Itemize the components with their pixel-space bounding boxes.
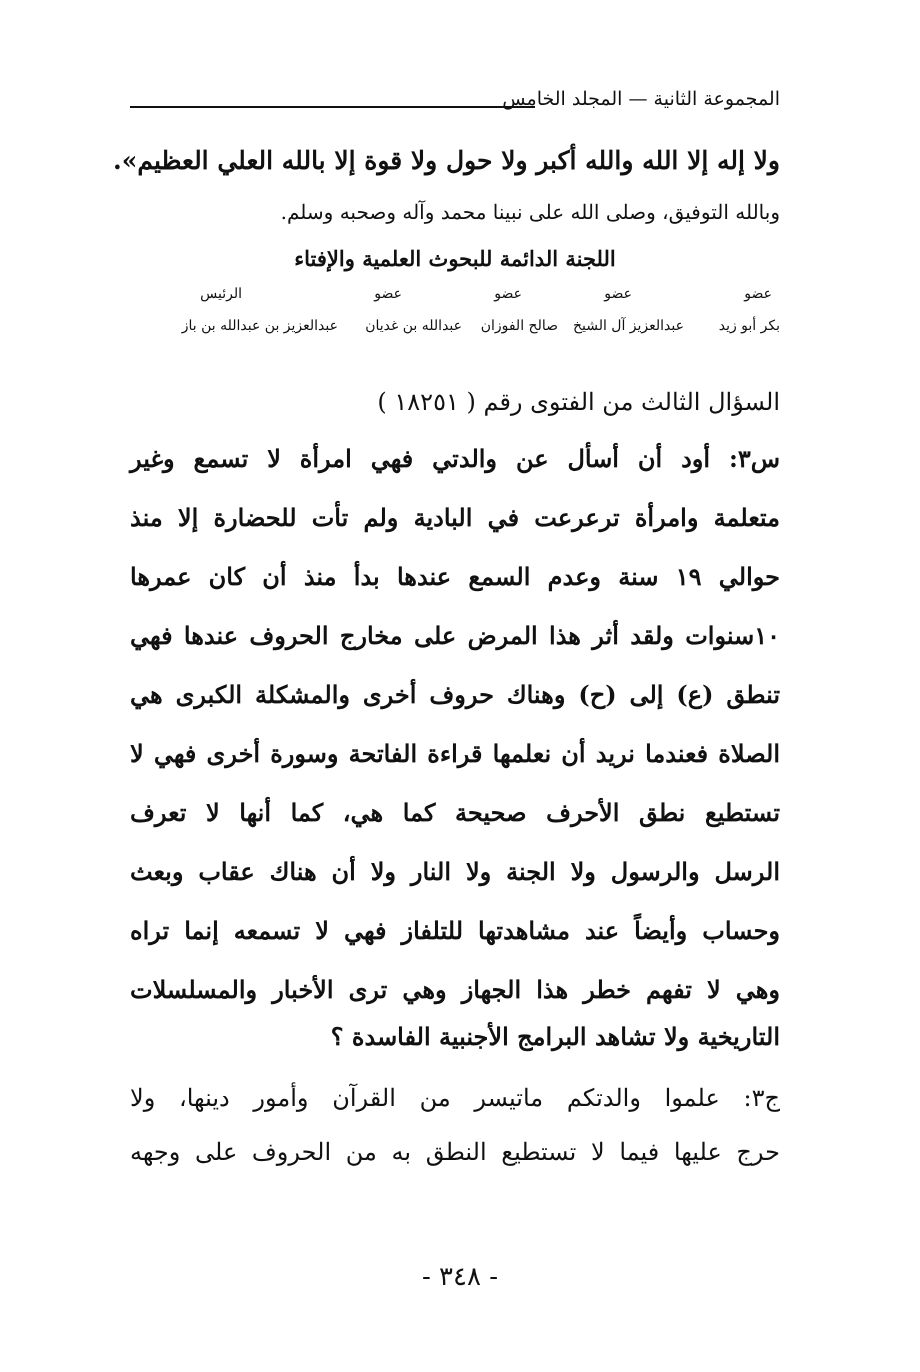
- question-line: التاريخية ولا تشاهد البرامج الأجنبية الفاسدة ؟: [330, 1022, 780, 1051]
- signatory-name: بكر أبو زيد: [718, 318, 780, 334]
- answer-line: ج٣: علموا والدتكم ماتيسر من القرآن وأمور دينها، ولا: [130, 1084, 780, 1112]
- signatory-names: [130, 318, 780, 342]
- committee-name: اللجنة الدائمة للبحوث العلمية والإفتاء: [294, 246, 616, 271]
- question-line: وحساب وأيضاً عند مشاهدتها للتلفاز فهي لا تسمعه إنما تراه: [130, 916, 780, 945]
- blessing-line: وبالله التوفيق، وصلى الله على نبينا محمد وآله وصحبه وسلم.: [280, 200, 780, 224]
- signatory-name: عبدالعزيز آل الشيخ: [572, 318, 684, 334]
- signatory-role: عضو: [604, 286, 632, 302]
- question-line: متعلمة وامرأة ترعرعت في البادية ولم تأت للحضارة إلا منذ: [130, 503, 780, 532]
- signatory-name: عبدالله بن غديان: [365, 318, 462, 334]
- signatory-name: صالح الفوزان: [480, 318, 558, 334]
- header-rule: [130, 106, 535, 108]
- signatory-role: عضو: [374, 286, 402, 302]
- question-line: وهي لا تفهم خطر هذا الجهاز وهي ترى الأخبار والمسلسلات: [130, 975, 780, 1004]
- question-line: س٣: أود أن أسأل عن والدتي فهي امرأة لا تسمع وغير: [130, 444, 781, 473]
- question-line: حوالي ١٩ سنة وعدم السمع عندها بدأ منذ أن كان عمرها: [130, 562, 781, 591]
- signatory-roles: [130, 286, 780, 310]
- page-number: - ٣٤٨ -: [421, 1262, 499, 1292]
- signatory-role: عضو: [744, 286, 772, 302]
- question-line: تستطيع نطق الأحرف صحيحة كما هي، كما أنها لا تعرف: [130, 798, 780, 827]
- question-line: الصلاة فعندما نريد أن نعلمها قراءة الفاتحة وسورة أخرى فهي لا: [130, 739, 780, 768]
- signatory-name: عبدالعزيز بن عبدالله بن باز: [181, 318, 338, 334]
- question-line: الرسل والرسول ولا الجنة ولا النار ولا أن هناك عقاب وبعث: [130, 857, 780, 886]
- running-header: [130, 88, 780, 122]
- fatwa-heading: السؤال الثالث من الفتوى رقم ( ١٨٢٥١ ): [377, 388, 780, 416]
- answer-line: حرج عليها فيما لا تستطيع النطق به من الحروف على وجهه: [130, 1138, 780, 1166]
- question-line: ١٠سنوات ولقد أثر هذا المرض على مخارج الحروف عندها فهي: [130, 621, 780, 650]
- signatory-role: عضو: [494, 286, 522, 302]
- question-line: تنطق (ع) إلى (ح) وهناك حروف أخرى والمشكلة الكبرى هي: [130, 680, 780, 709]
- header-title: المجموعة الثانية — المجلد الخامس: [502, 88, 780, 110]
- closing-line: ولا إله إلا الله والله أكبر ولا حول ولا قوة إلا بالله العلي العظيم».: [112, 146, 780, 175]
- signatory-role: الرئيس: [200, 286, 242, 302]
